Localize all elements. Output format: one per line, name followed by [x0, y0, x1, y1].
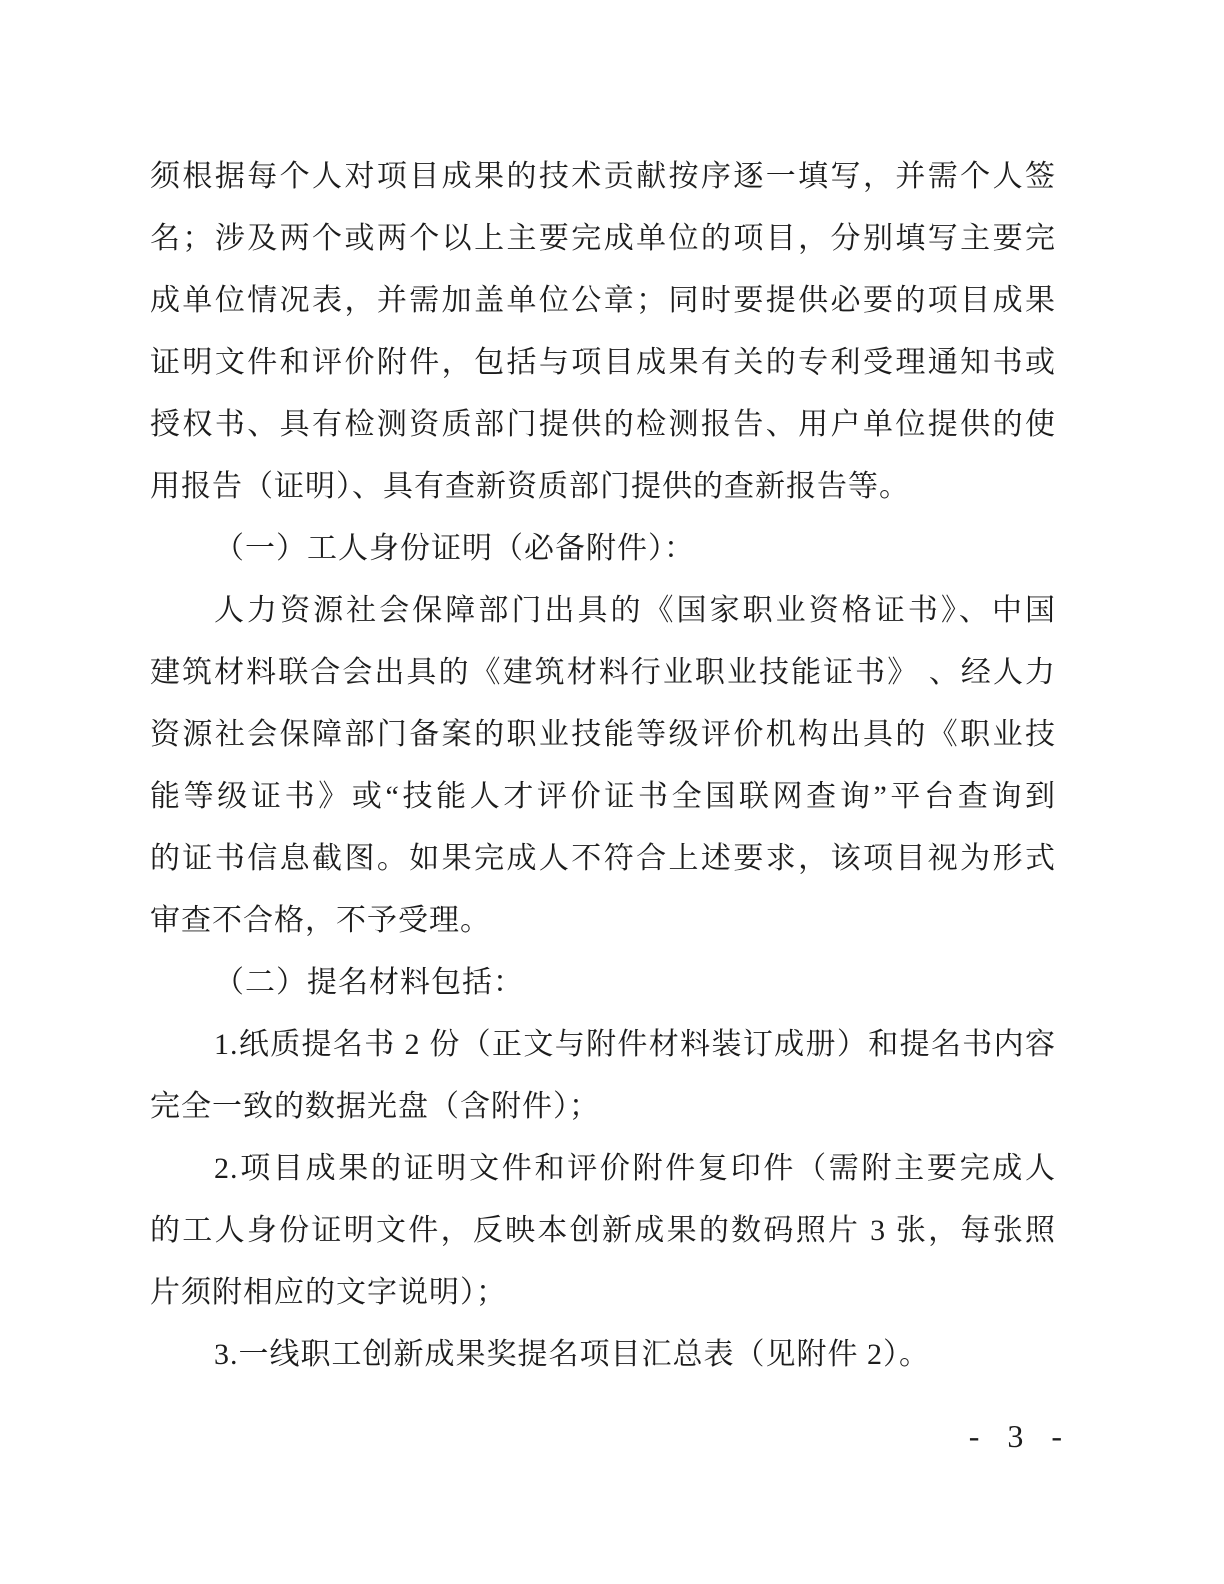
text-line: 能等级证书》或“技能人才评价证书全国联网查询”平台查询到 [150, 780, 1056, 813]
document-body [150, 146, 1056, 1386]
text-line: 人力资源社会保障部门出具的《国家职业资格证书》、中国 [214, 594, 1056, 627]
text-line: 片须附相应的文字说明）； [150, 1276, 507, 1309]
text-line: 3.一线职工创新成果奖提名项目汇总表（见附件 2）。 [214, 1338, 930, 1371]
text-line: 完全一致的数据光盘（含附件）； [150, 1090, 600, 1123]
text-line: 名；涉及两个或两个以上主要完成单位的项目，分别填写主要完 [150, 222, 1056, 255]
text-line: 用报告（证明）、具有查新资质部门提供的查新报告等。 [150, 470, 910, 503]
text-line: 1.纸质提名书 2 份（正文与附件材料装订成册）和提名书内容 [214, 1028, 1056, 1061]
text-line: 资源社会保障部门备案的职业技能等级评价机构出具的《职业技 [150, 718, 1056, 751]
text-line: 成单位情况表，并需加盖单位公章；同时要提供必要的项目成果 [150, 284, 1056, 317]
text-line: 2.项目成果的证明文件和评价附件复印件（需附主要完成人 [214, 1152, 1056, 1185]
page-number: - 3 - [968, 1418, 1072, 1454]
text-line: 审查不合格，不予受理。 [150, 904, 491, 937]
text-line: 建筑材料联合会出具的《建筑材料行业职业技能证书》 、经人力 [150, 656, 1056, 689]
text-line: （二）提名材料包括： [214, 966, 524, 999]
text-line: （一）工人身份证明（必备附件）： [214, 532, 695, 565]
text-line: 授权书、具有检测资质部门提供的检测报告、用户单位提供的使 [150, 408, 1056, 441]
text-line: 的工人身份证明文件，反映本创新成果的数码照片 3 张，每张照 [150, 1214, 1056, 1247]
text-line: 须根据每个人对项目成果的技术贡献按序逐一填写，并需个人签 [150, 160, 1056, 193]
text-line: 的证书信息截图。如果完成人不符合上述要求，该项目视为形式 [150, 842, 1056, 875]
text-line: 证明文件和评价附件，包括与项目成果有关的专利受理通知书或 [150, 346, 1056, 379]
